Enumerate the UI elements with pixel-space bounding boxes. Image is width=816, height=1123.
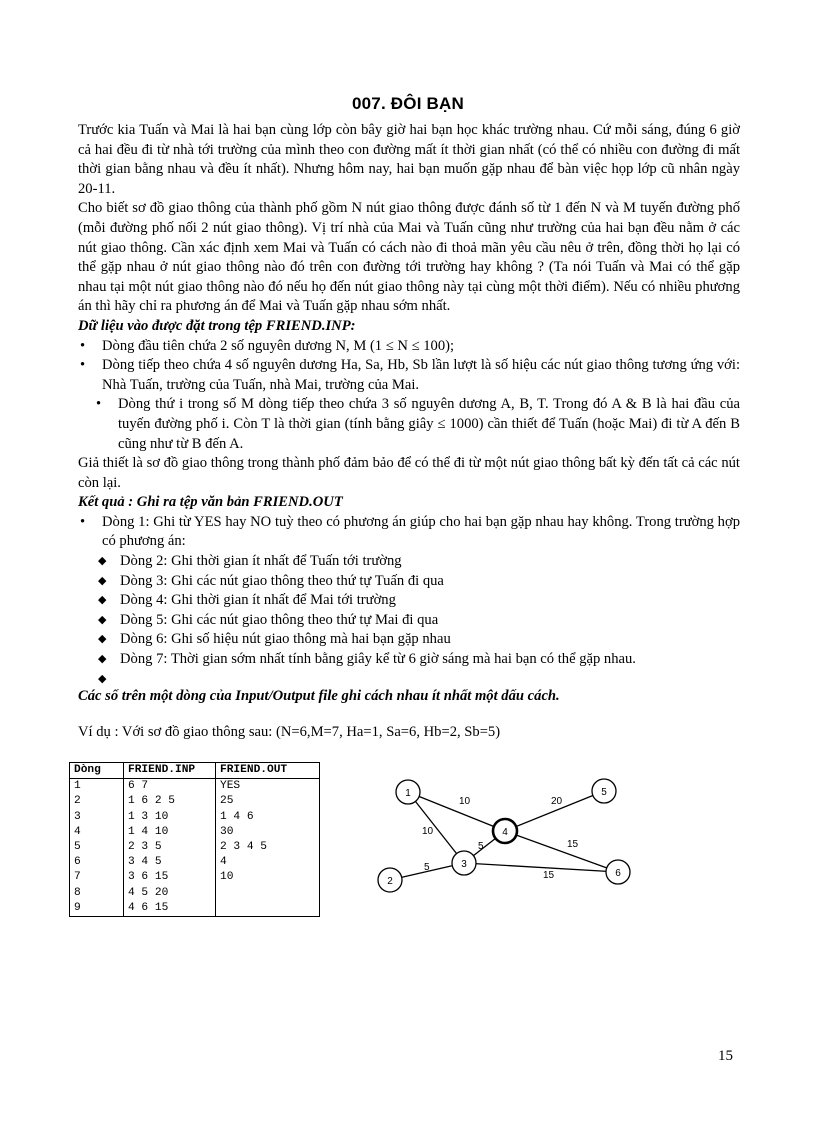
intro-paragraph-1: Trước kia Tuấn và Mai là hai bạn cùng lớp còn bây giờ hai bạn học khác trường nhau. Cứ mỗi sáng, đúng 6 giờ cả hai đều đi từ nhà tới trường của mình theo con đường mất ít thời gian nhất (có thể có nhiều con đường đi mất thời gian bằng nhau và đều ít nhất). Nhưng hôm nay, hai bạn muốn gặp nhau để bàn việc họp lớp cũ nhân ngày 20-11. (78, 122, 740, 197)
edge-weight-label: 10 (422, 826, 434, 837)
edge-3-6 (464, 863, 618, 872)
problem-title: 007. ĐÔI BẠN (352, 94, 464, 113)
example-text: Ví dụ : Với sơ đồ giao thông sau: (N=6,M=7, Ha=1, Sa=6, Hb=2, Sb=5) (78, 724, 501, 741)
graph-node-1 (396, 780, 420, 804)
input-item: • Dòng đầu tiên chứa 2 số nguyên dương N, M (1 ≤ N ≤ 100); (78, 337, 740, 357)
svg-text:1: 1 (405, 788, 411, 799)
bullet-icon: • (80, 357, 86, 374)
graph-node-5 (592, 779, 616, 803)
table-row: 3 1 3 10 1 4 6 (70, 810, 320, 825)
output-line-item: ◆ Dòng 6: Ghi số hiệu nút giao thông mà hai bạn gặp nhau (96, 630, 740, 650)
problem-body (78, 121, 740, 743)
edge-weight-label: 15 (567, 839, 579, 850)
svg-text:6: 6 (615, 868, 621, 879)
edge-weight-label: 20 (551, 796, 563, 807)
table-row: 7 3 6 15 10 (70, 870, 320, 885)
table-row: 6 3 4 5 4 (70, 855, 320, 870)
output-line-item: ◆ Dòng 5: Ghi các nút giao thông theo thứ tự Mai đi qua (96, 611, 740, 631)
format-note: Các số trên một dòng của Input/Output file ghi cách nhau ít nhất một dấu cách. (78, 687, 560, 704)
graph-node-6 (606, 860, 630, 884)
table-row: 4 1 4 10 30 (70, 825, 320, 840)
table-row: 9 4 6 15 (70, 901, 320, 917)
edge-weight-label: 10 (459, 796, 471, 807)
edge-weight-label: 5 (478, 841, 484, 852)
diamond-bullet-icon: ◆ (98, 672, 107, 685)
input-heading: Dữ liệu vào được đặt trong tệp FRIEND.INP: (78, 317, 356, 334)
traffic-graph-diagram (360, 762, 650, 902)
svg-text:4: 4 (502, 827, 508, 838)
intro-paragraph-2: Cho biết sơ đồ giao thông của thành phố gồm N nút giao thông được đánh số từ 1 đến N và M tuyến đường phố (mỗi đường phố nối 2 nút giao thông). Vị trí nhà của Mai và Tuấn cũng như trường của hai bạn đều nằm ở các nút giao thông. Cần xác định xem Mai và Tuấn có cách nào đi thoả mãn yêu cầu nêu ở trên, đồng thời họ lại có thể gặp nhau ở nút giao thông nào đó trên con đường tới trường hay không ? (Ta nói Tuấn và Mai có thể gặp nhau tại một nút giao thông nào đó nếu họ đến nút giao thông này tại cùng một thời điểm). Nếu có nhiều phương án thì hãy chỉ ra phương án để Mai và Tuấn gặp nhau sớm nhất. (78, 200, 740, 315)
assumption-text: Giả thiết là sơ đồ giao thông trong thành phố đảm bảo để có thể đi từ một nút giao thông bất kỳ đến tất cả các nút còn lại. (78, 455, 740, 491)
table-row: 5 2 3 5 2 3 4 5 (70, 840, 320, 855)
output-heading: Kết quả : Ghi ra tệp văn bản FRIEND.OUT (78, 494, 343, 511)
output-line-item: ◆ Dòng 2: Ghi thời gian ít nhất để Tuấn tới trường (96, 552, 740, 572)
output-item: • Dòng 1: Ghi từ YES hay NO tuỳ theo có phương án giúp cho hai bạn gặp nhau hay không. Trong trường hợp có phương án: (80, 513, 740, 550)
output-line-item: ◆ Dòng 4: Ghi thời gian ít nhất để Mai tới trường (96, 591, 740, 611)
edge-weight-label: 5 (424, 862, 430, 873)
bullet-icon: • (80, 337, 86, 354)
output-line-item: ◆ Dòng 3: Ghi các nút giao thông theo thứ tự Tuấn đi qua (96, 572, 740, 592)
bullet-icon: • (80, 513, 86, 530)
diamond-bullet-icon: ◆ (98, 574, 107, 587)
table-row: 2 1 6 2 5 25 (70, 794, 320, 809)
edge-weight-label: 15 (543, 870, 555, 881)
table-row: 8 4 5 20 (70, 886, 320, 901)
svg-text:2: 2 (387, 876, 393, 887)
svg-text:3: 3 (461, 859, 467, 870)
table-row: 1 6 7 YES (70, 779, 320, 795)
io-example-table (69, 762, 320, 917)
input-sub-item: • Dòng thứ i trong số M dòng tiếp theo chứa 3 số nguyên dương A, B, T. Trong đó A & B là hai đầu của tuyến đường phố i. Còn T là thời gian (tính bằng giây ≤ 1000) cần thiết để Tuấn (hoặc Mai) đi từ A đến B cũng như từ B đến A. (96, 396, 740, 452)
input-item: • Dòng tiếp theo chứa 4 số nguyên dương Ha, Sa, Hb, Sb lần lượt là số hiệu các nút giao thông tương ứng với: Nhà Tuấn, trường của Tuấn, nhà Mai, trường của Mai. (80, 357, 740, 393)
diamond-bullet-icon: ◆ (98, 594, 107, 607)
graph-node-3 (452, 851, 476, 875)
header-output: FRIEND.OUT (216, 763, 320, 779)
bullet-icon: • (96, 396, 102, 413)
diamond-bullet-icon: ◆ (98, 555, 107, 568)
header-input: FRIEND.INP (124, 763, 216, 779)
page-number: 15 (718, 1048, 733, 1064)
graph-node-4 (493, 819, 517, 843)
diamond-bullet-icon: ◆ (98, 653, 107, 666)
output-line-item: ◆ Dòng 7: Thời gian sớm nhất tính bằng giây kể từ 6 giờ sáng mà hai bạn có thể gặp nhau. (96, 650, 740, 670)
diamond-bullet-icon: ◆ (98, 633, 107, 646)
header-line: Dòng (70, 763, 124, 779)
table-header-row (70, 763, 320, 779)
diamond-bullet-icon: ◆ (98, 613, 107, 626)
graph-node-2 (378, 868, 402, 892)
svg-text:5: 5 (601, 787, 607, 798)
